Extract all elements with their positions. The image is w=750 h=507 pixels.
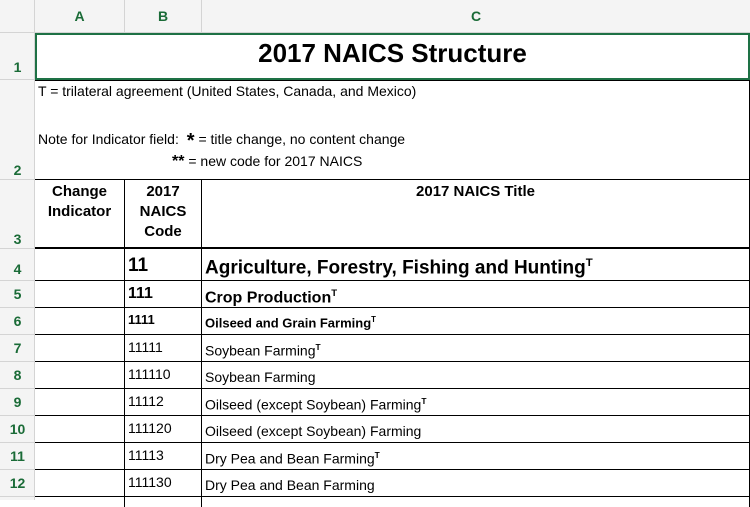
naics-title-cell[interactable] [202, 416, 750, 443]
row-header-10[interactable]: 10 [0, 416, 35, 443]
note-line-trilateral: T = trilateral agreement (United States, Canada, and Mexico) [38, 83, 417, 99]
change-indicator-cell[interactable] [35, 497, 125, 507]
change-indicator-cell[interactable] [35, 470, 125, 497]
naics-title: Dry Pea and Bean Farming [205, 477, 375, 493]
naics-code-cell[interactable] [125, 389, 202, 416]
note-indicator-label: Note for Indicator field: [38, 131, 179, 147]
naics-title: Oilseed (except Soybean) Farming [205, 423, 422, 439]
notes-cell[interactable] [35, 80, 750, 180]
row-header-7[interactable]: 7 [0, 335, 35, 362]
row-header-12[interactable]: 12 [0, 470, 35, 497]
trilateral-marker: T [374, 450, 380, 460]
naics-code-cell[interactable] [125, 497, 202, 507]
naics-title-cell[interactable] [202, 497, 750, 507]
note-line-new-code [172, 153, 362, 171]
note-asterisk-double: ** [172, 153, 185, 170]
naics-code-cell[interactable] [125, 308, 202, 335]
trilateral-marker: T [371, 315, 376, 324]
column-header-bar [0, 0, 750, 33]
naics-title-cell[interactable] [202, 389, 750, 416]
naics-title: Soybean Farming [205, 342, 316, 359]
naics-code: 1111 [128, 312, 155, 327]
naics-code: 11111 [128, 339, 163, 355]
page-title: 2017 NAICS Structure [258, 38, 527, 68]
naics-title-cell[interactable] [202, 335, 750, 362]
header-naics-code[interactable] [125, 180, 202, 249]
change-indicator-cell[interactable] [35, 389, 125, 416]
naics-code: 111 [128, 285, 153, 302]
row-header-4[interactable]: 4 [0, 249, 35, 281]
row-header-6[interactable]: 6 [0, 308, 35, 335]
naics-code-cell[interactable] [125, 335, 202, 362]
naics-title: Oilseed (except Soybean) Farming [205, 396, 422, 413]
naics-code-cell[interactable] [125, 470, 202, 497]
trilateral-marker: T [331, 288, 338, 299]
change-indicator-cell[interactable] [35, 308, 125, 335]
title-cell[interactable] [35, 33, 750, 80]
naics-code-cell[interactable] [125, 362, 202, 389]
note-title-change: = title change, no content change [198, 131, 406, 147]
naics-code: 11 [128, 255, 149, 276]
trilateral-marker: T [421, 396, 427, 406]
change-indicator-cell[interactable] [35, 416, 125, 443]
naics-code-cell[interactable] [125, 443, 202, 470]
naics-code: 111110 [128, 366, 171, 382]
note-asterisk-single: * [186, 130, 195, 152]
naics-code: 111120 [128, 420, 172, 436]
naics-title-cell[interactable] [202, 362, 750, 389]
note-new-code: = new code for 2017 NAICS [188, 153, 363, 169]
spreadsheet-grid [35, 33, 750, 500]
naics-title: Agriculture, Forestry, Fishing and Hunting [205, 257, 586, 279]
column-header-a[interactable]: A [35, 0, 125, 33]
trilateral-marker: T [315, 342, 321, 352]
row-header-1[interactable]: 1 [0, 33, 35, 80]
naics-title: Oilseed and Grain Farming [205, 315, 372, 331]
change-indicator-cell[interactable] [35, 335, 125, 362]
change-indicator-cell[interactable] [35, 443, 125, 470]
row-header-8[interactable]: 8 [0, 362, 35, 389]
header-change-indicator[interactable] [35, 180, 125, 249]
header-naics-title-label: 2017 NAICS Title [416, 183, 535, 200]
trilateral-marker: T [585, 257, 593, 269]
naics-code-cell[interactable] [125, 416, 202, 443]
row-header-11[interactable]: 11 [0, 443, 35, 470]
naics-code: 11112 [128, 393, 164, 409]
change-indicator-cell[interactable] [35, 281, 125, 308]
naics-title: Soybean Farming [205, 369, 316, 385]
select-all-corner[interactable] [0, 0, 35, 33]
header-naics-title[interactable] [202, 180, 750, 249]
naics-title-cell[interactable] [202, 281, 750, 308]
naics-title-cell[interactable] [202, 443, 750, 470]
header-change-indicator-label: Change Indicator [47, 183, 112, 220]
note-line-indicator [38, 127, 405, 150]
change-indicator-cell[interactable] [35, 362, 125, 389]
row-header-9[interactable]: 9 [0, 389, 35, 416]
row-header-2[interactable]: 2 [0, 80, 35, 180]
naics-title-cell[interactable] [202, 308, 750, 335]
naics-title: Crop Production [205, 289, 332, 307]
column-header-b[interactable]: B [125, 0, 202, 33]
naics-code: 111130 [128, 474, 172, 490]
naics-title-cell[interactable] [202, 249, 750, 281]
header-naics-code-label: 2017 NAICS Code [139, 183, 187, 240]
naics-code-cell[interactable] [125, 281, 202, 308]
row-header-5[interactable]: 5 [0, 281, 35, 308]
change-indicator-cell[interactable] [35, 249, 125, 281]
naics-title: Dry Pea and Bean Farming [205, 450, 375, 467]
naics-code: 11113 [128, 447, 164, 463]
naics-code-cell[interactable] [125, 249, 202, 281]
column-header-c[interactable]: C [470, 8, 482, 24]
row-header-3[interactable]: 3 [0, 180, 35, 249]
naics-title-cell[interactable] [202, 470, 750, 497]
